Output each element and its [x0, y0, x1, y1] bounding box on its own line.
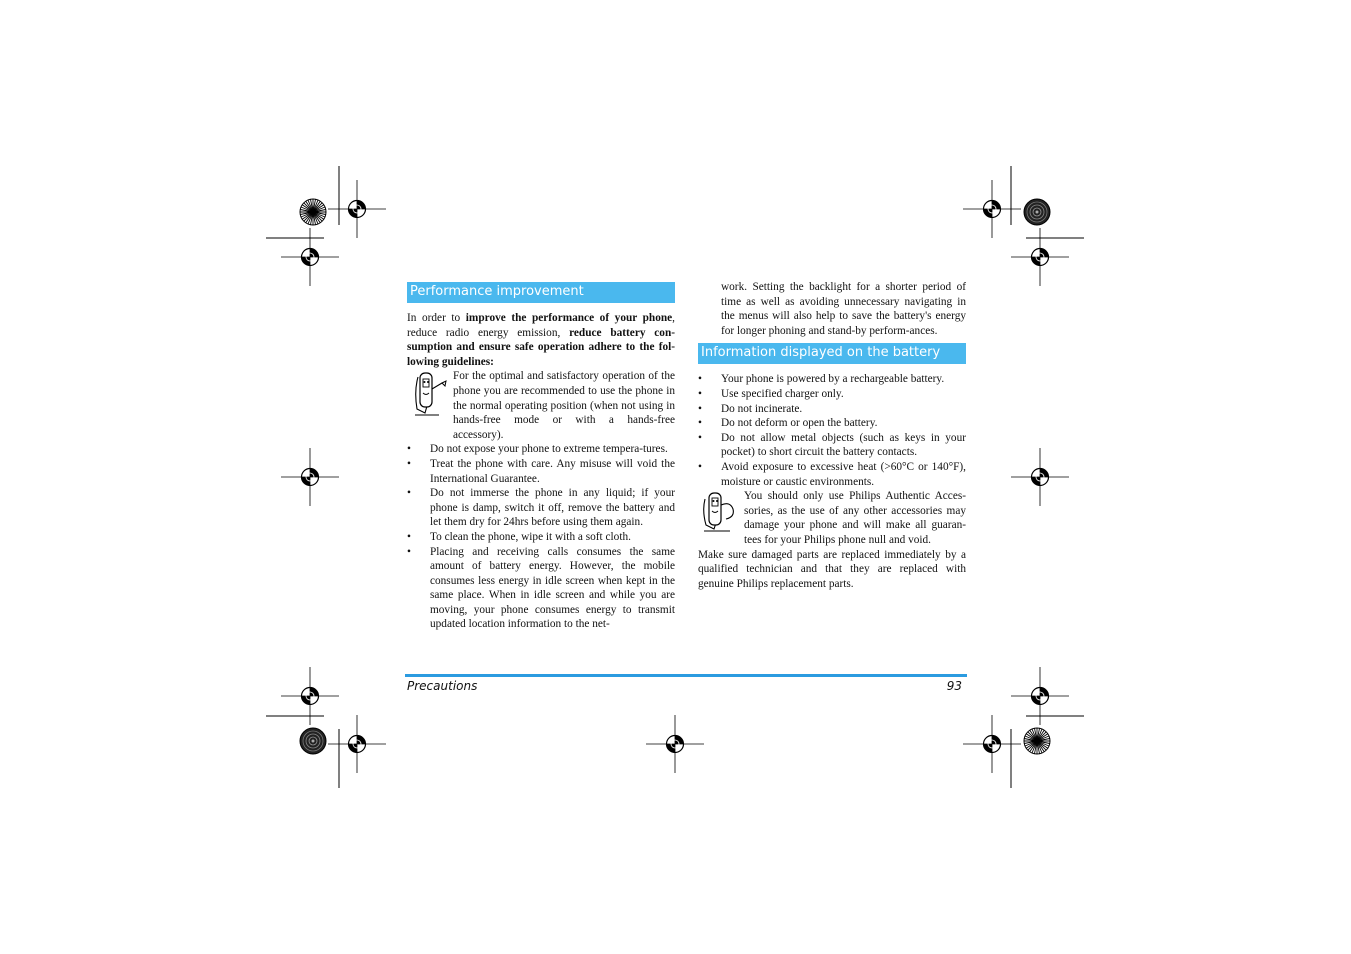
list-item: • Use specified charger only. [698, 387, 966, 402]
starburst-mark-icon [300, 199, 326, 225]
dial-mark-icon [300, 728, 326, 754]
starburst-mark-icon [1024, 728, 1050, 754]
tip-note [407, 369, 675, 442]
registration-mark-icon [646, 715, 704, 773]
list-item: • To clean the phone, wipe it with a soft cloth. [407, 530, 675, 545]
list-item: • Treat the phone with care. Any misuse will void the International Guarantee. [407, 457, 675, 486]
list-item: • Do not incinerate. [698, 402, 966, 417]
right-column [698, 280, 966, 591]
footer-rule [405, 674, 967, 677]
registration-mark-icon [1011, 448, 1069, 506]
footer-section-title: Precautions [407, 679, 478, 693]
registration-mark-icon [281, 448, 339, 506]
dial-mark-icon [1024, 199, 1050, 225]
registration-mark-icon [281, 228, 339, 286]
accessory-note-text: You should only use Philips Authentic Acces-sories, as the use of any other accessories may damage your phone and will make all guaran-tees for your Philips phone null and void. [744, 490, 966, 546]
list-item: • Placing and receiving calls consumes the same amount of battery energy. However, the mobile consumes less energy in idle screen when kept in the same place. When in idle screen and while you are moving, your phone consumes energy to transmit updated location information to the net- [407, 545, 675, 633]
closing-paragraph: Make sure damaged parts are replaced immediately by a qualified technician and that they are replaced with genuine Philips replacement parts. [698, 548, 966, 590]
left-column [407, 282, 675, 632]
registration-mark-icon [328, 715, 386, 773]
list-item: • Do not deform or open the battery. [698, 416, 966, 431]
registration-mark-icon [963, 180, 1021, 238]
intro-paragraph: In order to improve the performance of your phone, reduce radio energy emission, reduce battery con-sumption and ensure safe operation adhere to the fol-lowing guidelines: [407, 312, 675, 368]
list-item: • Your phone is powered by a rechargeable battery. [698, 372, 966, 387]
continued-paragraph: work. Setting the backlight for a shorter period of time as well as avoiding unnecessary navigating in the menus will also help to save the battery's energy for longer phoning and stand-by perform-ances. [721, 281, 966, 337]
accessory-note [698, 489, 966, 547]
registration-mark-icon [963, 715, 1021, 773]
battery-list [698, 372, 966, 489]
tip-note-text: For the optimal and satisfactory operation of the phone you are recommended to use the phone in the normal operating position (when not using in hands-free mode or with a hands-free accessory). [453, 370, 675, 441]
list-item: • Do not expose your phone to extreme tempera-tures. [407, 442, 675, 457]
registration-mark-icon [1011, 228, 1069, 286]
list-item: • Do not immerse the phone in any liquid; if your phone is damp, switch it off, remove the battery and let them dry for 24hrs before using them again. [407, 486, 675, 530]
registration-mark-icon [328, 180, 386, 238]
section-heading-performance: Performance improvement [407, 282, 675, 303]
list-item: • Avoid exposure to excessive heat (>60°C or 140°F), moisture or caustic environments. [698, 460, 966, 489]
page-number: 93 [946, 679, 962, 693]
precautions-list [407, 442, 675, 632]
phone-tip-icon [409, 369, 449, 422]
section-heading-battery-info: Information displayed on the battery [698, 343, 966, 364]
list-item: • Do not allow metal objects (such as keys in your pocket) to short circuit the battery contacts. [698, 431, 966, 460]
phone-tip-icon [700, 489, 740, 538]
